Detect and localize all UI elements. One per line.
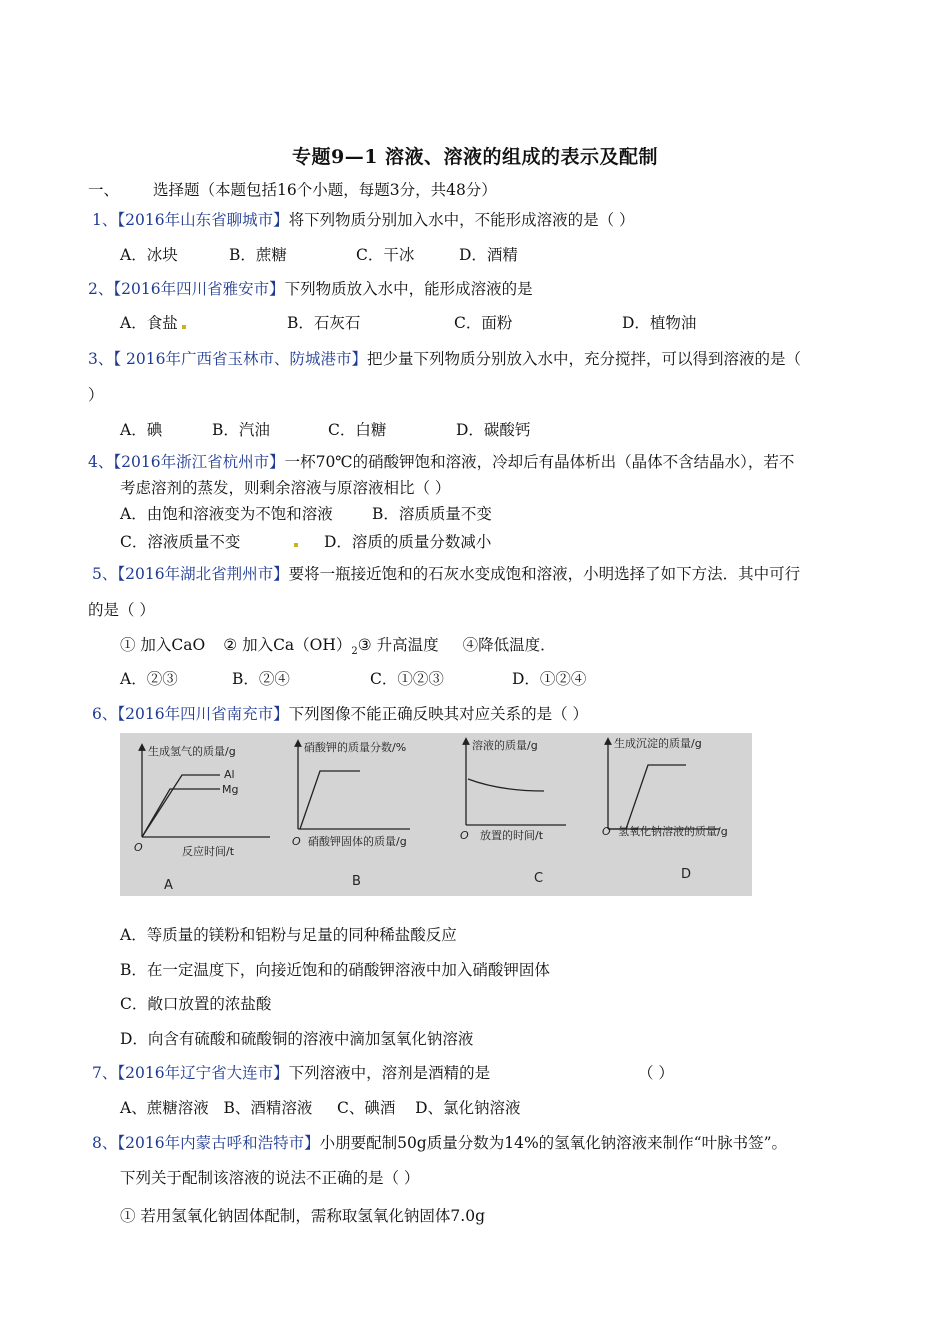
q5-continuation: 的是（ ） [88, 601, 155, 619]
method-2: ② 加入Ca（OH） [223, 636, 352, 654]
series-mg-line [142, 789, 220, 837]
question-text: 下列物质放入水中，能形成溶液的是 [284, 280, 533, 298]
q8-line-2: 下列关于配制该溶液的说法不正确的是（ ） [120, 1169, 420, 1187]
q2-option-a: A．食盐 [120, 314, 178, 332]
question-text: 下列图像不能正确反映其对应关系的是（ ） [288, 705, 589, 723]
graph-c [460, 738, 566, 886]
question-source: 【2016年四川省南充市】 [117, 705, 289, 723]
q4-option-b: B．溶质质量不变 [372, 505, 492, 523]
question-text: 小朋要配制50g质量分数为14%的氢氧化钠溶液来制作“叶脉书签”。 [319, 1134, 788, 1152]
origin-label: O [292, 835, 301, 848]
question-source: 【2016年内蒙古呼和浩特市】 [117, 1134, 320, 1152]
q1-option-c: C．干冰 [356, 246, 415, 264]
question-number: 1、 [92, 211, 118, 229]
q5-option-c: C．①②③ [370, 670, 444, 688]
q2-option-c: C．面粉 [454, 314, 513, 332]
q2-option-d: D．植物油 [622, 314, 697, 332]
data-line [608, 765, 686, 829]
question-source: 【2016年辽宁省大连市】 [117, 1064, 289, 1082]
x-axis-label: 硝酸钾固体的质量/g [308, 835, 407, 848]
question-number: 4、 [88, 453, 114, 471]
q6-option-d: D．向含有硫酸和硫酸铜的溶液中滴加氢氧化钠溶液 [120, 1030, 474, 1048]
question-text: 要将一瓶接近饱和的石灰水变成饱和溶液，小明选择了如下方法．其中可行 [288, 565, 801, 583]
q6-option-c: C．敞口放置的浓盐酸 [120, 995, 272, 1013]
question-text: 一杯70℃的硝酸钾饱和溶液，冷却后有晶体析出（晶体不含结晶水），若不 [284, 453, 795, 471]
subscript: 2 [351, 646, 358, 658]
question-1 [92, 210, 635, 230]
graph-a [134, 744, 270, 893]
question-text: 下列溶液中，溶剂是酒精的是 [288, 1064, 491, 1082]
graph-letter: C [534, 871, 544, 886]
q5-option-a: A．②③ [120, 670, 178, 688]
section-heading: 选择题（本题包括16个小题，每题3分，共48分） [153, 181, 497, 199]
graph-letter: B [352, 874, 361, 889]
q4-option-a: A．由饱和溶液变为不饱和溶液 [120, 505, 333, 523]
series-mg-label: Mg [222, 783, 239, 796]
scan-speck [182, 325, 186, 329]
q5-option-b: B．②④ [232, 670, 290, 688]
q5-option-d: D．①②④ [512, 670, 587, 688]
question-4 [88, 452, 794, 472]
q1-option-a: A．冰块 [120, 246, 178, 264]
series-al-label: Al [224, 768, 235, 781]
q6-option-b: B．在一定温度下，向接近饱和的硝酸钾溶液中加入硝酸钾固体 [120, 961, 550, 979]
q4-continuation: 考虑溶剂的蒸发，则剩余溶液与原溶液相比（ ） [120, 479, 451, 497]
question-8 [92, 1133, 787, 1153]
question-7 [92, 1063, 490, 1083]
q7-options: A、蔗糖溶液 B、酒精溶液 C、碘酒 D、氯化钠溶液 [120, 1099, 521, 1117]
page-title: 专题9—1 溶液、溶液的组成的表示及配制 [291, 146, 659, 168]
x-axis-label: 反应时间/t [182, 845, 235, 858]
question-source: 【2016年浙江省杭州市】 [113, 453, 285, 471]
question-5 [92, 564, 800, 584]
y-axis-label: 溶液的质量/g [472, 739, 538, 752]
question-text: 把少量下列物质分别放入水中，充分搅拌，可以得到溶液的是（ [367, 350, 802, 368]
graph-b [292, 740, 410, 889]
q3-option-c: C．白糖 [328, 421, 387, 439]
method-1: ① 加入CaO [120, 636, 206, 654]
q3-option-b: B．汽油 [212, 421, 270, 439]
q6-option-a: A．等质量的镁粉和铝粉与足量的同种稀盐酸反应 [120, 926, 457, 944]
q1-option-d: D．酒精 [459, 246, 518, 264]
question-number: 2、 [88, 280, 114, 298]
question-number: 8、 [92, 1134, 118, 1152]
q3-option-a: A．碘 [120, 421, 163, 439]
series-al-line [142, 775, 220, 837]
scan-speck [294, 543, 298, 547]
q5-methods [120, 635, 556, 662]
graphs-figure [120, 733, 752, 896]
q3-option-d: D．碳酸钙 [456, 421, 531, 439]
question-number: 7、 [92, 1064, 118, 1082]
question-number: 5、 [92, 565, 118, 583]
y-axis-label: 生成沉淀的质量/g [614, 737, 702, 750]
q3-continuation: ） [88, 386, 104, 404]
method-3: ③ 升高温度 [357, 636, 439, 654]
q4-option-d: D．溶质的质量分数减小 [324, 533, 492, 551]
question-text: 将下列物质分别加入水中，不能形成溶液的是（ ） [288, 211, 635, 229]
section-number: 一、 [88, 181, 120, 199]
q8-line-3: ① 若用氢氧化钠固体配制，需称取氢氧化钠固体7.0g [120, 1207, 486, 1225]
x-axis-label: 氢氧化钠溶液的质量/g [618, 825, 728, 838]
data-line [468, 779, 544, 791]
origin-label: O [602, 825, 611, 838]
question-source: 【2016年山东省聊城市】 [117, 211, 289, 229]
origin-label: O [460, 829, 469, 842]
y-axis-label: 生成氢气的质量/g [148, 745, 236, 758]
graph-letter: A [164, 878, 173, 893]
question-number: 3、 [88, 350, 114, 368]
q2-option-b: B．石灰石 [287, 314, 361, 332]
y-axis-label: 硝酸钾的质量分数/% [304, 741, 407, 754]
graph-letter: D [681, 867, 692, 882]
data-line [300, 771, 360, 829]
q7-answer-paren: （ ） [638, 1064, 674, 1082]
x-axis-label: 放置的时间/t [480, 829, 544, 842]
question-source: 【2016年四川省雅安市】 [113, 280, 285, 298]
question-2 [88, 279, 533, 299]
question-6 [92, 704, 588, 724]
question-source: 【2016年湖北省荆州市】 [117, 565, 289, 583]
question-source: 【 2016年广西省玉林市、防城港市】 [113, 350, 367, 368]
method-4: ④降低温度． [462, 636, 556, 654]
question-3 [88, 349, 801, 369]
q1-option-b: B．蔗糖 [229, 246, 287, 264]
origin-label: O [134, 841, 143, 854]
question-number: 6、 [92, 705, 118, 723]
graph-d [602, 736, 728, 882]
q4-option-c: C．溶液质量不变 [120, 533, 241, 551]
